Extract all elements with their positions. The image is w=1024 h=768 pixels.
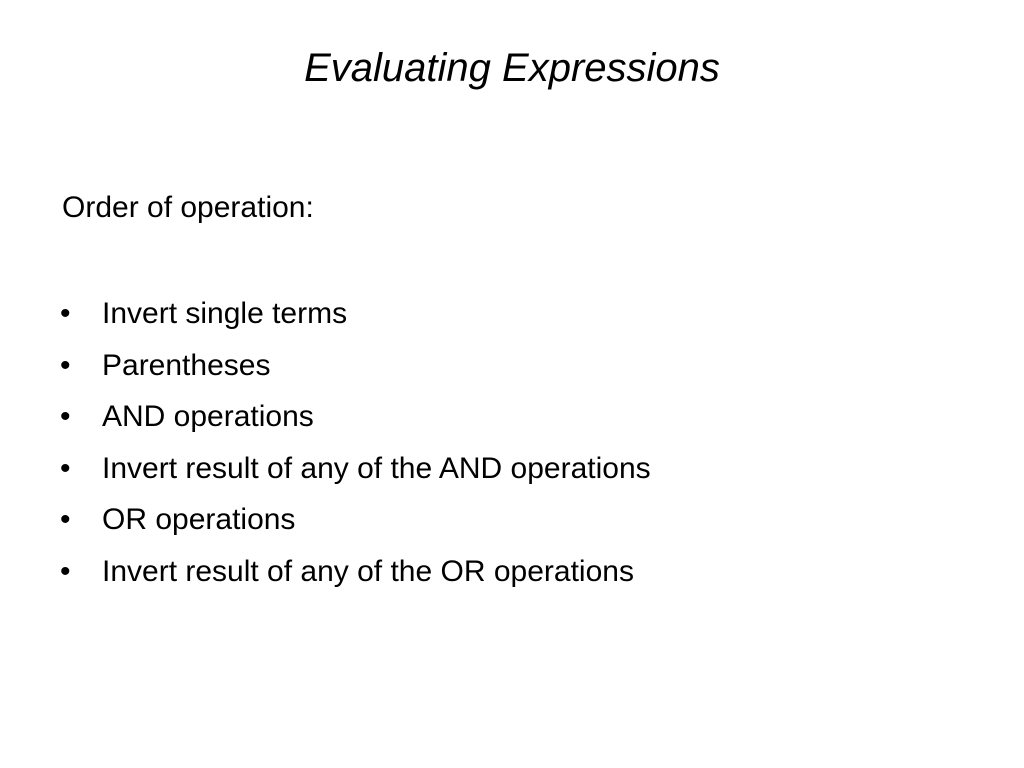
list-item-label: Parentheses <box>102 348 271 382</box>
bullet-icon: • <box>60 554 71 588</box>
list-item-label: Invert result of any of the AND operations <box>102 451 651 485</box>
list-item <box>58 443 651 495</box>
bullet-icon: • <box>60 451 71 485</box>
list-item-label: Invert single terms <box>102 297 348 330</box>
list-item <box>58 340 651 392</box>
slide-title: Evaluating Expressions <box>304 46 720 90</box>
order-of-operations-list <box>58 288 651 597</box>
bullet-icon: • <box>60 503 71 536</box>
list-item <box>58 391 651 443</box>
list-item-label: Invert result of any of the OR operations <box>102 554 634 588</box>
bullet-icon: • <box>60 348 71 382</box>
list-item <box>58 494 651 546</box>
list-item <box>58 288 651 340</box>
list-item <box>58 546 651 598</box>
bullet-icon: • <box>60 400 71 433</box>
list-item-label: AND operations <box>102 400 314 433</box>
intro-text: Order of operation: <box>62 191 314 224</box>
list-item-label: OR operations <box>102 503 296 536</box>
bullet-icon: • <box>60 297 71 330</box>
